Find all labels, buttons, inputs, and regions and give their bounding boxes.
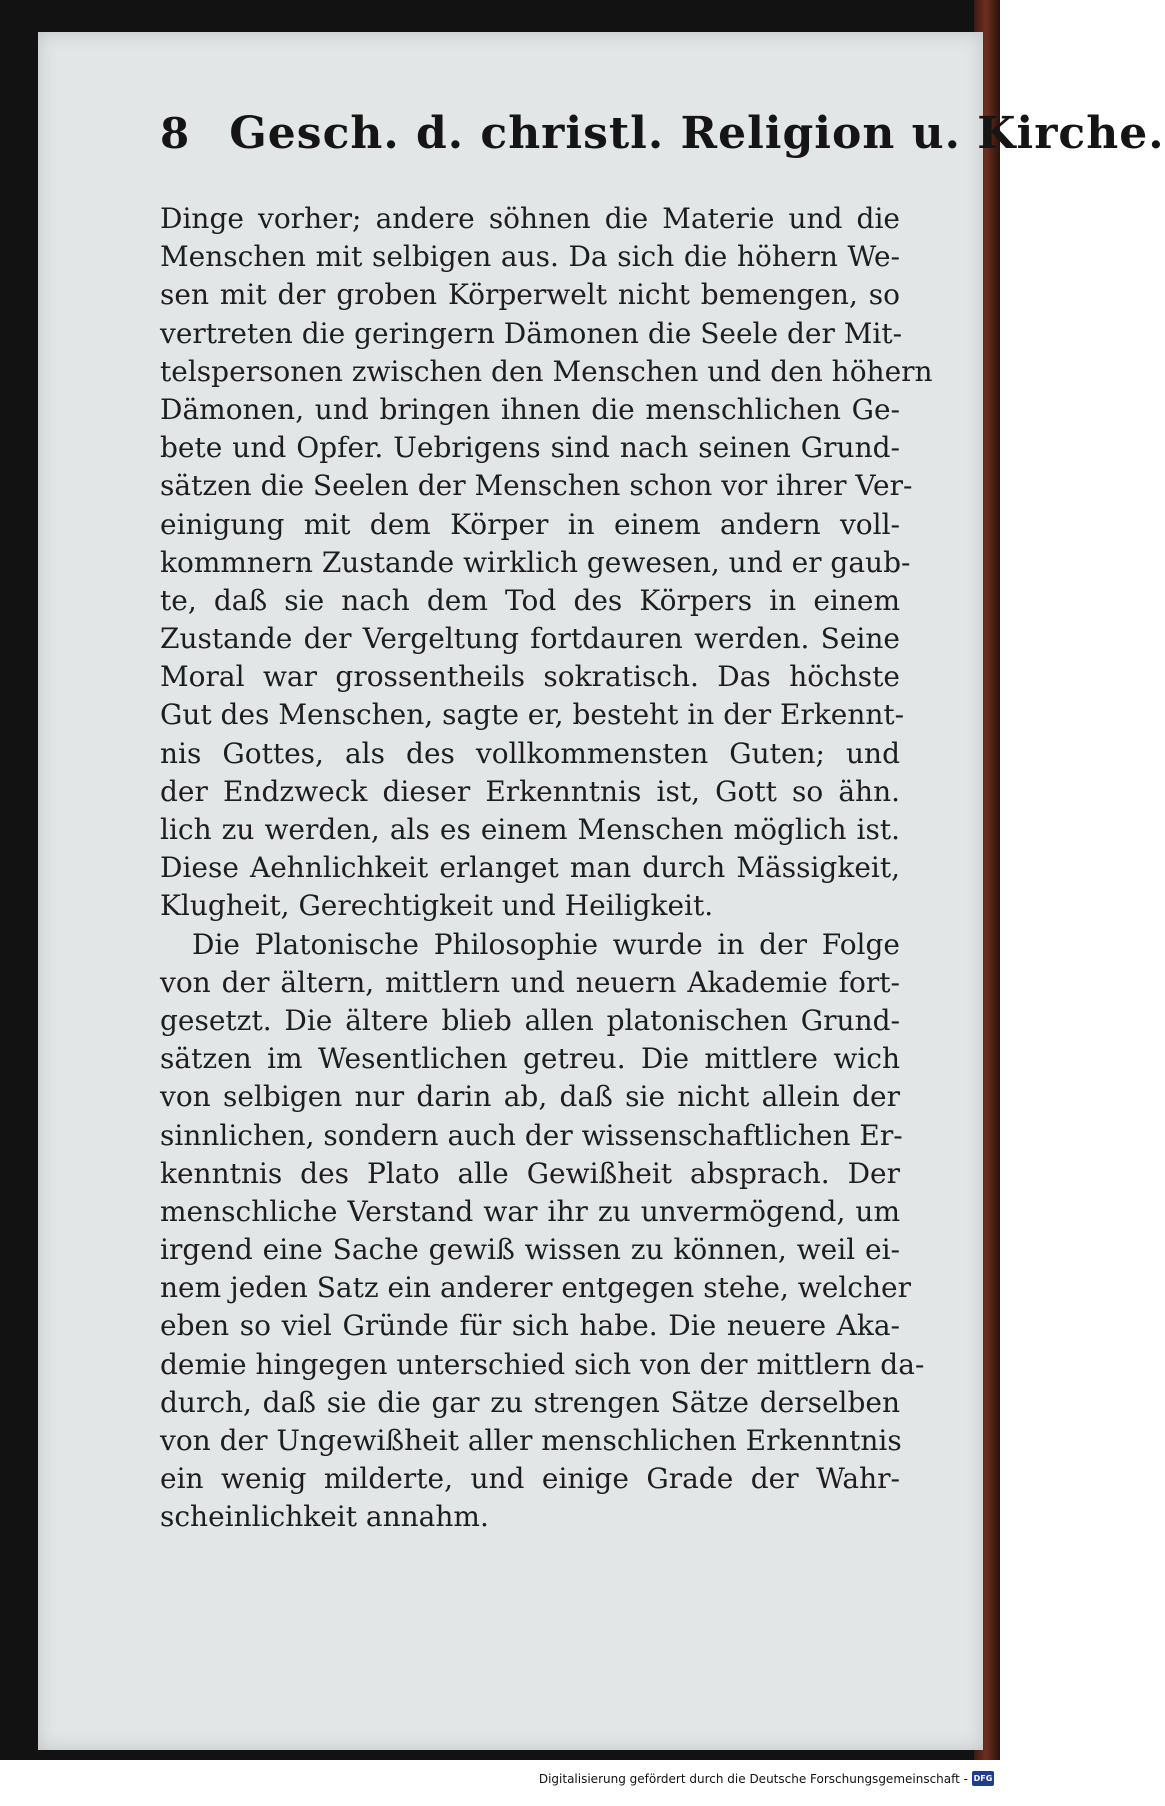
text-line: von der ältern, mittlern und neuern Akademie fort- [160,965,900,999]
dfg-logo: DFG [972,1771,994,1786]
text-line: Dämonen, und bringen ihnen die menschlichen Ge- [160,392,900,426]
text-line: Menschen mit selbigen aus. Da sich die höhern We- [160,240,900,274]
text-line: Die Platonische Philosophie wurde in der Folge [192,927,900,961]
text-line: vertreten die geringern Dämonen die Seele der Mit- [160,316,903,350]
text-line: Dinge vorher; andere söhnen die Materie und die [160,202,900,235]
text-line: Klugheit, Gerechtigkeit und Heiligkeit. [160,889,714,923]
text-line: irgend eine Sache gewiß wissen zu können, weil ei- [160,1233,900,1267]
page-header [160,108,1165,178]
text-line: lich zu werden, als es einem Menschen möglich ist. [160,813,900,846]
text-line: gesetzt. Die ältere blieb allen platonischen Grund- [160,1003,900,1037]
text-line: nis Gottes, als des vollkommensten Guten; und [160,736,900,770]
text-line: menschliche Verstand war ihr zu unvermögend, um [160,1194,900,1228]
text-line: der Endzweck dieser Erkenntnis ist, Gott so ähn. [160,774,900,808]
text-line: eben so viel Gründe für sich habe. Die neuere Aka- [160,1309,900,1343]
text-line: kenntnis des Plato alle Gewißheit absprach. Der [160,1156,900,1190]
text-line: nem jeden Satz ein anderer entgegen stehe, welcher [160,1271,911,1305]
text-line: sen mit der groben Körperwelt nicht bemengen, so [160,278,900,312]
page-number: 8 [160,109,190,158]
text-line: Diese Aehnlichkeit erlanget man durch Mässigkeit, [160,851,900,885]
running-title: Gesch. d. christl. Religion u. Kirche. [229,108,1165,159]
text-line: scheinlichkeit annahm. [160,1500,489,1534]
text-line: ein wenig milderte, und einige Grade der Wahr- [160,1462,900,1496]
text-line: kommnern Zustande wirklich gewesen, und er gaub- [160,545,911,579]
body-text [160,200,933,1537]
text-line: Gut des Menschen, sagte er, besteht in der Erkennt- [160,698,905,732]
text-line: von selbigen nur darin ab, daß sie nicht allein der [160,1080,900,1114]
text-line: Zustande der Vergeltung fortdauren werden. Seine [160,622,900,656]
text-line: bete und Opfer. Uebrigens sind nach seinen Grund- [160,431,900,465]
funding-credit: Digitalisierung gefördert durch die Deutsche Forschungsgemeinschaft - [538,1772,968,1786]
text-line: sätzen die Seelen der Menschen schon vor ihrer Ver- [160,469,913,503]
text-line: demie hingegen unterschied sich von der mittlern da- [160,1347,925,1381]
text-line: Moral war grossentheils sokratisch. Das höchste [160,660,900,694]
text-line: sinnlichen, sondern auch der wissenschaftlichen Er- [160,1118,903,1152]
text-line: sätzen im Wesentlichen getreu. Die mittlere wich [160,1042,900,1076]
text-line: te, daß sie nach dem Tod des Körpers in einem [160,583,900,617]
text-line: telspersonen zwischen den Menschen und den höhern [160,354,933,388]
text-line: von der Ungewißheit aller menschlichen Erkenntnis [160,1424,902,1457]
text-line: durch, daß sie die gar zu strengen Sätze derselben [160,1385,900,1419]
digitization-footer [0,1760,1000,1806]
text-line: einigung mit dem Körper in einem andern voll- [160,507,900,541]
